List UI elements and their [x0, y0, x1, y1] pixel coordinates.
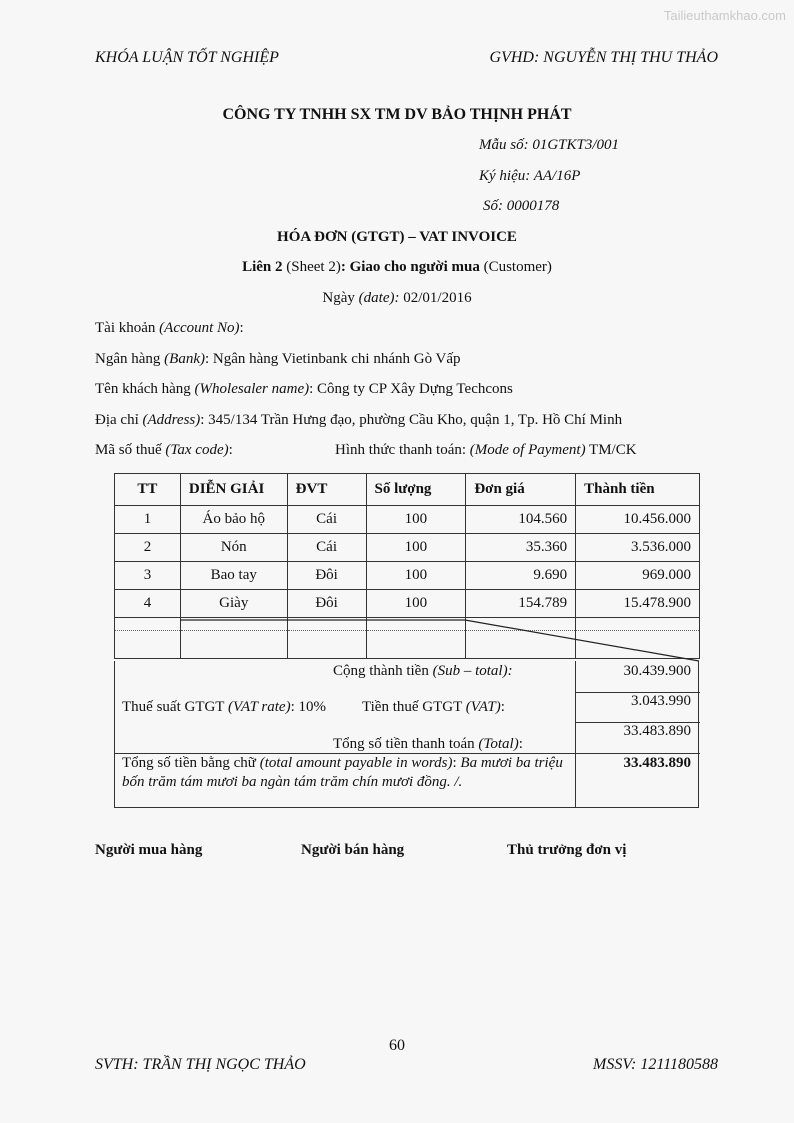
- cell-quantity: 100: [366, 506, 466, 534]
- page-number: 60: [389, 1037, 405, 1054]
- watermark: Tailieuthamkhao.com: [663, 8, 786, 23]
- cell-unit-price: 35.360: [466, 534, 576, 562]
- customer-line: Tên khách hàng (Wholesaler name): Công ty CP Xây Dựng Techcons: [95, 381, 513, 397]
- col-header-amount: Thành tiền: [576, 474, 700, 506]
- cell-amount: 10.456.000: [576, 506, 700, 534]
- cell-amount: 15.478.900: [576, 590, 700, 618]
- cell-unit: Đôi: [287, 562, 366, 590]
- cell-tt: 4: [115, 590, 181, 618]
- subtotal-value: 30.439.900: [623, 663, 691, 679]
- footer-left: SVTH: TRẦN THỊ NGỌC THẢO: [95, 1056, 306, 1073]
- account-line: Tài khoản (Account No):: [95, 320, 244, 336]
- strike-line-diagonal: [465, 620, 699, 661]
- col-header-tt: TT: [115, 474, 181, 506]
- invoice-title: HÓA ĐƠN (GTGT) – VAT INVOICE: [277, 229, 517, 245]
- cell-description: Bao tay: [180, 562, 287, 590]
- header-right: GVHD: NGUYỄN THỊ THU THẢO: [489, 49, 718, 66]
- signature-seller: Người bán hàng: [301, 842, 405, 858]
- cell-unit: Cái: [287, 506, 366, 534]
- cell-unit: Đôi: [287, 590, 366, 618]
- subtotal-label: Cộng thành tiền (Sub – total):: [333, 663, 513, 679]
- footer-right: MSSV: 1211180588: [592, 1056, 718, 1073]
- amount-in-words: Tổng số tiền bằng chữ (total amount payable in words): Ba mươi ba triệu bốn trăm tám mươi ba ngàn tám trăm chín mươi đồng. /.: [122, 755, 563, 790]
- cell-unit-price: 104.560: [466, 506, 576, 534]
- vat-rate: Thuế suất GTGT (VAT rate): 10%: [122, 699, 327, 715]
- cell-tt: 3: [115, 562, 181, 590]
- invoice-date: Ngày (date): 02/01/2016: [322, 290, 472, 306]
- bank-line: Ngân hàng (Bank): Ngân hàng Vietinbank chi nhánh Gò Vấp: [95, 351, 461, 367]
- sheet-line: Liên 2 (Sheet 2): Giao cho người mua (Customer): [242, 259, 552, 275]
- total-label: Tổng số tiền thanh toán (Total):: [333, 736, 523, 752]
- cell-unit-price: 154.789: [466, 590, 576, 618]
- col-header-unit-price: Đơn giá: [466, 474, 576, 506]
- cell-quantity: 100: [366, 534, 466, 562]
- vat-label: Tiền thuế GTGT (VAT):: [362, 699, 505, 715]
- cell-amount: 3.536.000: [576, 534, 700, 562]
- col-header-unit: ĐVT: [287, 474, 366, 506]
- cell-unit: Cái: [287, 534, 366, 562]
- cell-quantity: 100: [366, 590, 466, 618]
- vat-value: 3.043.990: [631, 693, 691, 709]
- signature-buyer: Người mua hàng: [95, 842, 203, 858]
- col-header-description: DIỄN GIẢI: [180, 474, 287, 506]
- cell-unit-price: 9.690: [466, 562, 576, 590]
- summary-block: [114, 661, 699, 808]
- col-header-quantity: Số lượng: [366, 474, 466, 506]
- invoice-symbol: Ký hiệu: AA/16P: [479, 168, 581, 184]
- form-number: Mẫu số: 01GTKT3/001: [479, 137, 620, 153]
- header-left: KHÓA LUẬN TỐT NGHIỆP: [95, 49, 279, 66]
- address-line: Địa chỉ (Address): 345/134 Trần Hưng đạo, phường Cầu Kho, quận 1, Tp. Hồ Chí Minh: [95, 412, 623, 428]
- cell-description: Giày: [180, 590, 287, 618]
- payment-mode-line: Hình thức thanh toán: (Mode of Payment) TM/CK: [335, 442, 637, 458]
- tax-code-line: Mã số thuế (Tax code):: [95, 442, 233, 458]
- signature-head: Thủ trưởng đơn vị: [507, 842, 627, 858]
- grand-total-value: 33.483.890: [623, 755, 691, 771]
- cell-description: Nón: [180, 534, 287, 562]
- invoice-number: Số: 0000178: [483, 198, 560, 214]
- cell-tt: 2: [115, 534, 181, 562]
- cell-amount: 969.000: [576, 562, 700, 590]
- total-value: 33.483.890: [623, 723, 691, 739]
- cell-quantity: 100: [366, 562, 466, 590]
- company-name: CÔNG TY TNHH SX TM DV BẢO THỊNH PHÁT: [222, 106, 572, 123]
- cell-description: Áo bảo hộ: [180, 506, 287, 534]
- cell-tt: 1: [115, 506, 181, 534]
